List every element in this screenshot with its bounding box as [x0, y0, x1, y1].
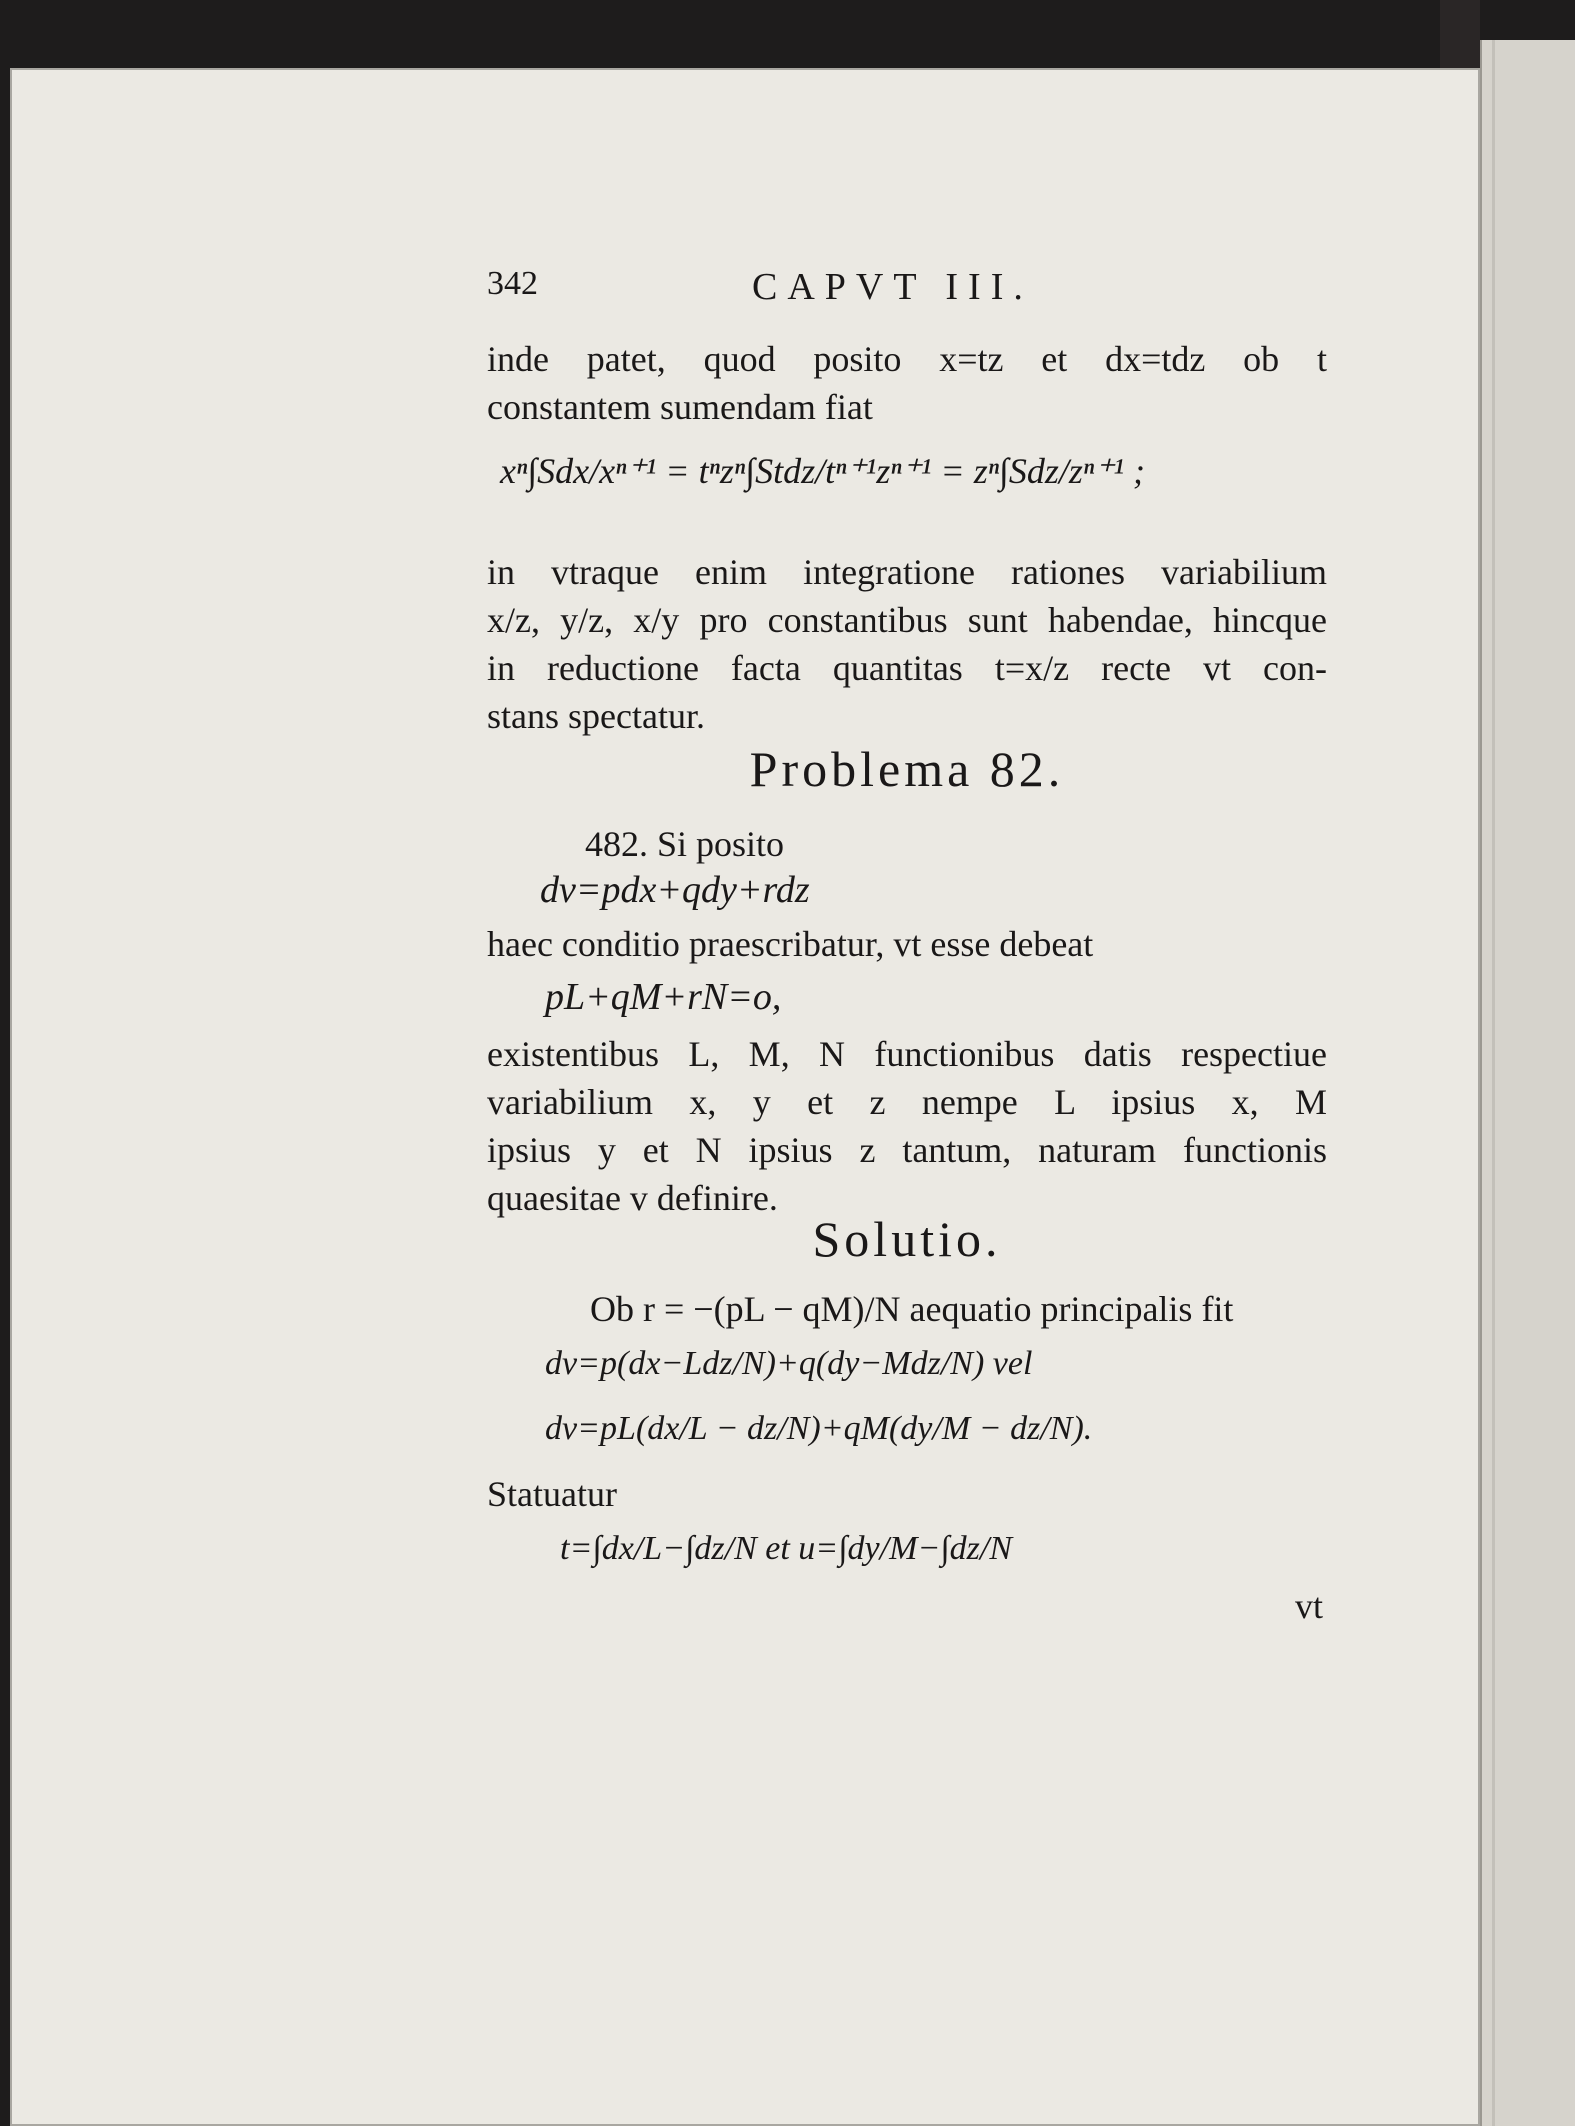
- solution-line-1: Ob r = −(pL − qM)/N aequatio principalis fit: [590, 1289, 1234, 1329]
- differential-equation: dv=pdx+qdy+rdz: [540, 869, 810, 911]
- solution-formula-2: dv=pL(dx/L − dz/N)+qM(dy/M − dz/N).: [545, 1410, 1093, 1447]
- chapter-title: CAPVT III.: [752, 266, 1033, 308]
- problem-line-3: haec conditio praescribatur, vt esse debeat: [487, 924, 1094, 964]
- problem-line-7: ipsius y et N ipsius z tantum, naturam functionis: [487, 1130, 1327, 1170]
- solution-formula-1: dv=p(dx−Ldz/N)+q(dy−Mdz/N) vel: [545, 1345, 1033, 1382]
- text-line-1: inde patet, quod posito x=tz et dx=tdz ob t: [487, 339, 1327, 379]
- text-line-2: constantem sumendam fiat: [487, 387, 873, 427]
- solution-heading: Solutio.: [812, 1211, 1002, 1267]
- text-line-3: in vtraque enim integratione rationes variabilium: [487, 552, 1327, 592]
- problem-heading: Problema 82.: [749, 741, 1065, 797]
- solution-line-4: Statuatur: [487, 1474, 617, 1514]
- problem-line-8: quaesitae v definire.: [487, 1178, 778, 1218]
- problem-line-6: variabilium x, y et z nempe L ipsius x, M: [487, 1082, 1327, 1122]
- problem-line-5: existentibus L, M, N functionibus datis respectiue: [487, 1034, 1327, 1074]
- integral-formula: xⁿ∫Sdx/xⁿ⁺¹ = tⁿzⁿ∫Stdz/tⁿ⁺¹zⁿ⁺¹ = zⁿ∫Sdz/zⁿ⁺¹ ;: [500, 451, 1146, 491]
- text-line-5: in reductione facta quantitas t=x/z recte vt con-: [487, 648, 1327, 688]
- page-number: 342: [487, 265, 538, 302]
- page-edge-shadow: [1440, 0, 1480, 68]
- condition-equation: pL+qM+rN=o,: [545, 976, 782, 1018]
- running-head: [487, 265, 1327, 315]
- problem-line-1: 482. Si posito: [585, 824, 785, 864]
- text-line-4: x/z, y/z, x/y pro constantibus sunt habendae, hincque: [487, 600, 1327, 640]
- solution-formula-3: t=∫dx/L−∫dz/N et u=∫dy/M−∫dz/N: [560, 1530, 1013, 1567]
- catchword: vt: [1295, 1586, 1324, 1626]
- adjacent-page-edge: [1480, 40, 1575, 2126]
- text-line-6: stans spectatur.: [487, 696, 705, 736]
